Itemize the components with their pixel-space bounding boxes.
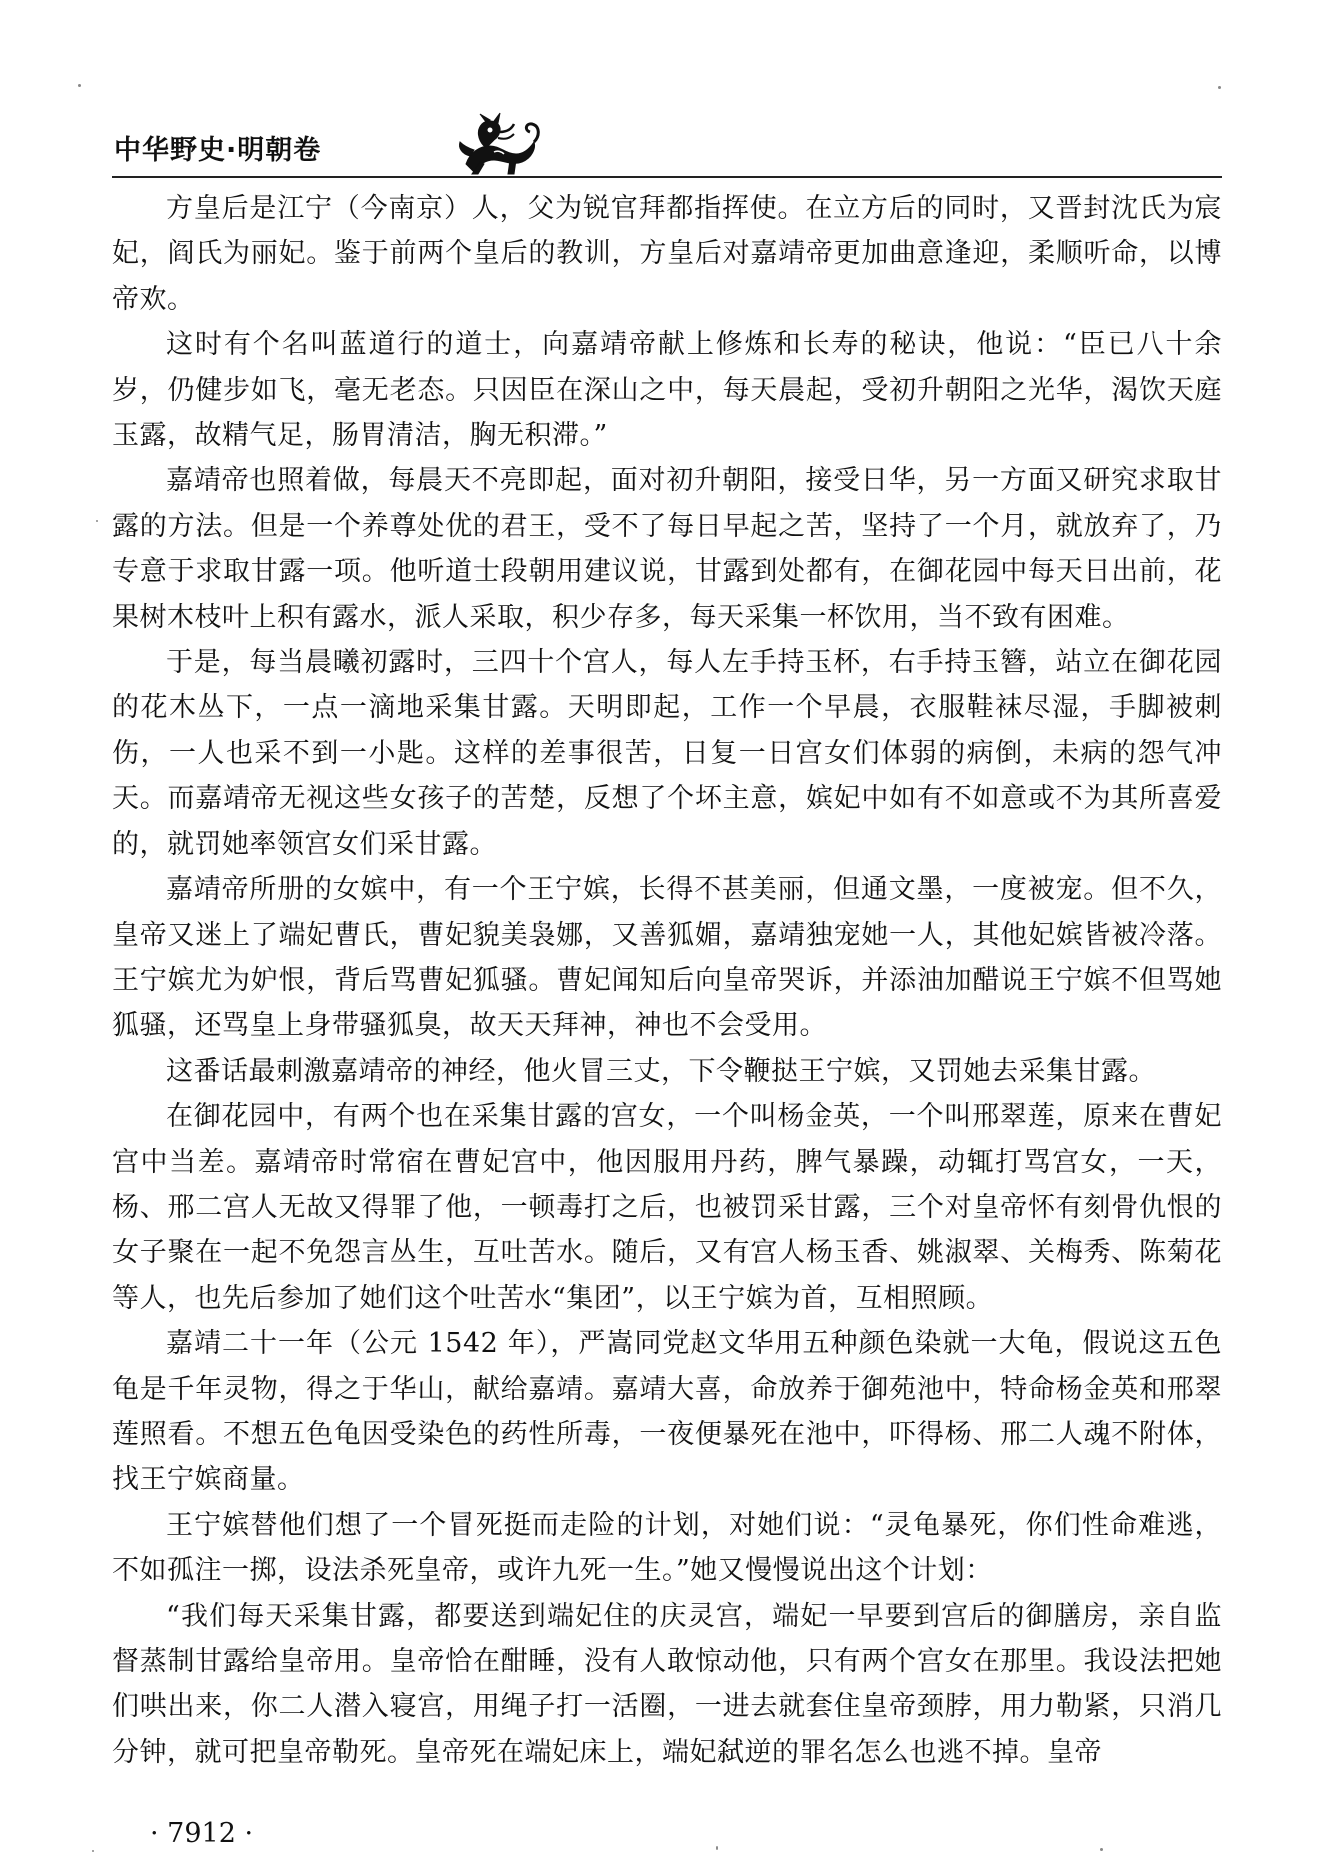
paragraph: 这时有个名叫蓝道行的道士，向嘉靖帝献上修炼和长寿的秘诀，他说：“臣已八十余岁，仍健步如飞，毫无老态。只因臣在深山之中，每天晨起，受初升朝阳之光华，渴饮天庭玉露，故精气足，肠胃清洁，胸无积滞。” [112,329,1222,452]
scan-speck [1100,1848,1103,1851]
paragraph: 方皇后是江宁（今南京）人，父为锐官拜都指挥使。在立方后的同时，又晋封沈氏为宸妃，阎氏为丽妃。鉴于前两个皇后的教训，方皇后对嘉靖帝更加曲意逢迎，柔顺听命，以博帝欢。 [112,193,1222,315]
dragon-emblem-icon [450,112,542,178]
paragraph: 于是，每当晨曦初露时，三四十个宫人，每人左手持玉杯，右手持玉簪，站立在御花园的花木丛下，一点一滴地采集甘露。天明即起，工作一个早晨，衣服鞋袜尽湿，手脚被刺伤，一人也采不到一小匙。这样的差事很苦，日复一日宫女们体弱的病倒，未病的怨气冲天。而嘉靖帝无视这些女孩子的苦楚，反想了个坏主意，嫔妃中如有不如意或不为其所喜爱的，就罚她率领宫女们采甘露。 [112,647,1222,860]
scan-speck [1218,86,1221,89]
paragraph: 王宁嫔替他们想了一个冒死挺而走险的计划，对她们说：“灵龟暴死，你们性命难逃，不如孤注一掷，设法杀死皇帝，或许九死一生。”她又慢慢说出这个计划： [112,1509,1222,1587]
paragraph: 这番话最刺激嘉靖帝的神经，他火冒三丈，下令鞭挞王宁嫔，又罚她去采集甘露。 [166,1055,1156,1087]
paragraph: 嘉靖二十一年（公元 1542 年），严嵩同党赵文华用五种颜色染就一大龟，假说这五色龟是千年灵物，得之于华山，献给嘉靖。嘉靖大喜，命放养于御苑池中，特命杨金英和邢翠莲照看。不想五色龟因受染色的药性所毒，一夜便暴死在池中，吓得杨、邢二人魂不附体，找王宁嫔商量。 [112,1328,1222,1496]
running-header-title: 中华野史·明朝卷 [114,135,322,166]
scan-speck [78,84,81,87]
running-header [112,112,1220,176]
scan-speck [92,1850,94,1852]
page-number: · 7912 · [150,1818,254,1849]
paragraph: 嘉靖帝也照着做，每晨天不亮即起，面对初升朝阳，接受日华，另一方面又研究求取甘露的方法。但是一个养尊处优的君王，受不了每日早起之苦，坚持了一个月，就放弃了，乃专意于求取甘露一项。他听道士段朝用建议说，甘露到处都有，在御花园中每天日出前，花果树木枝叶上积有露水，派人采取，积少存多，每天采集一杯饮用，当不致有困难。 [112,465,1222,633]
paragraph: “我们每天采集甘露，都要送到端妃住的庆灵宫，端妃一早要到宫后的御膳房，亲自监督蒸制甘露给皇帝用。皇帝恰在酣睡，没有人敢惊动他，只有两个宫女在那里。我设法把她们哄出来，你二人潜入寝宫，用绳子打一活圈，一进去就套住皇帝颈脖，用力勒紧，只消几分钟，就可把皇帝勒死。皇帝死在端妃床上，端妃弑逆的罪名怎么也逃不掉。皇帝 [112,1600,1222,1768]
paragraph: 在御花园中，有两个也在采集甘露的宫女，一个叫杨金英，一个叫邢翠莲，原来在曹妃宫中当差。嘉靖帝时常宿在曹妃宫中，他因服用丹药，脾气暴躁，动辄打骂宫女，一天，杨、邢二宫人无故又得罪了他，一顿毒打之后，也被罚采甘露，三个对皇帝怀有刻骨仇恨的女子聚在一起不免怨言丛生，互吐苦水。随后，又有宫人杨玉香、姚淑翠、关梅秀、陈菊花等人，也先后参加了她们这个吐苦水“集团”，以王宁嫔为首，互相照顾。 [112,1101,1222,1314]
body-text [112,186,1222,1775]
scan-speck [716,1846,718,1850]
header-divider [112,176,1222,178]
scan-speck [96,520,98,522]
paragraph: 嘉靖帝所册的女嫔中，有一个王宁嫔，长得不甚美丽，但通文墨，一度被宠。但不久，皇帝又迷上了端妃曹氏，曹妃貌美袅娜，又善狐媚，嘉靖独宠她一人，其他妃嫔皆被冷落。王宁嫔尤为妒恨，背后骂曹妃狐骚。曹妃闻知后向皇帝哭诉，并添油加醋说王宁嫔不但骂她狐骚，还骂皇上身带骚狐臭，故天天拜神，神也不会受用。 [112,874,1222,1042]
